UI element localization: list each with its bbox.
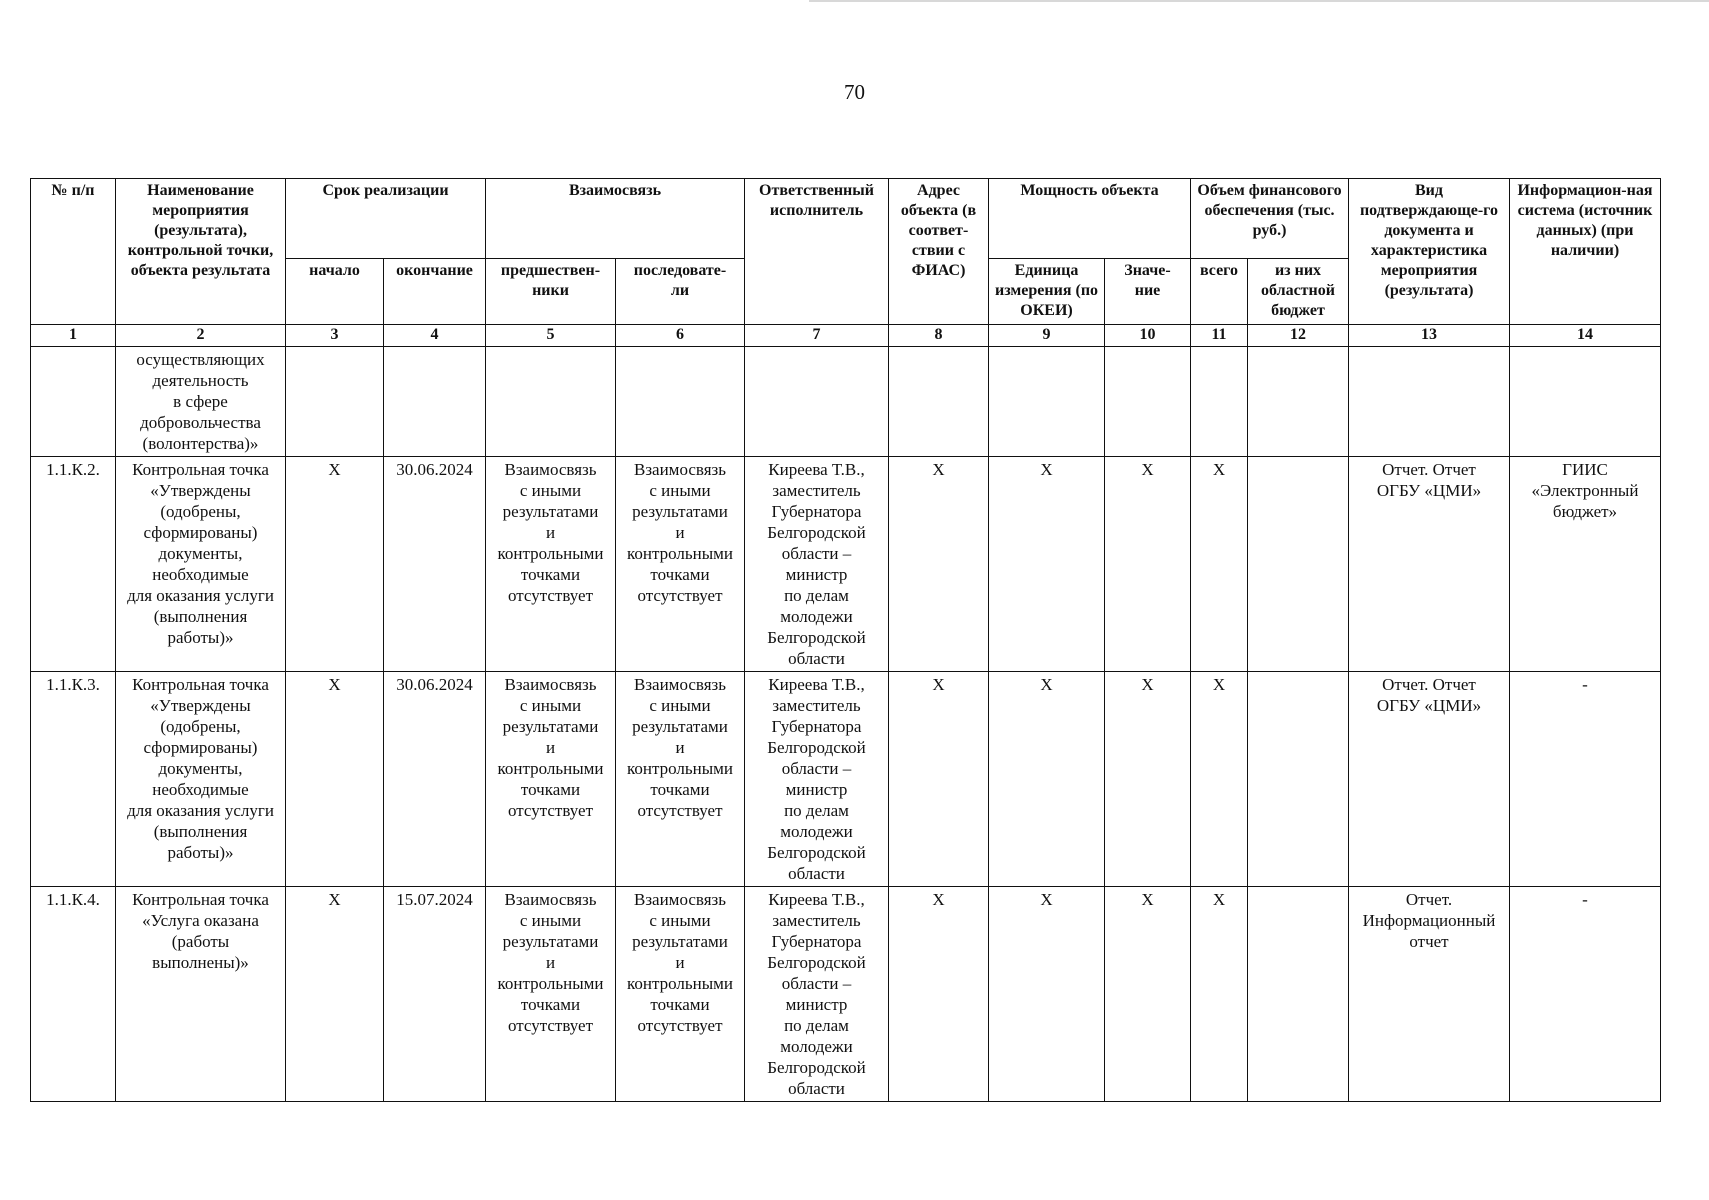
row-next: Взаимосвязь с иными результатами и контрольными точками отсутствует — [616, 457, 745, 672]
row-unit: X — [989, 672, 1105, 887]
column-number: 1 — [31, 325, 116, 347]
header-name: Наименование мероприятия (результата), контрольной точки, объекта результата — [116, 179, 286, 325]
header-relation: Взаимосвязь — [486, 179, 745, 259]
column-number: 11 — [1191, 325, 1248, 347]
column-number: 12 — [1248, 325, 1349, 347]
row-total: X — [1191, 672, 1248, 887]
row-unit — [989, 347, 1105, 457]
row-end: 15.07.2024 — [384, 887, 486, 1102]
row-start: X — [286, 672, 384, 887]
row-address: X — [889, 457, 989, 672]
row-total — [1191, 347, 1248, 457]
row-doc: Отчет. Отчет ОГБУ «ЦМИ» — [1349, 457, 1510, 672]
column-number: 9 — [989, 325, 1105, 347]
row-total: X — [1191, 887, 1248, 1102]
column-number: 7 — [745, 325, 889, 347]
row-doc: Отчет. Отчет ОГБУ «ЦМИ» — [1349, 672, 1510, 887]
plan-table — [30, 178, 1661, 1102]
scan-edge-line — [809, 0, 1709, 2]
row-prev — [486, 347, 616, 457]
header-term-end: окончание — [384, 259, 486, 325]
row-start — [286, 347, 384, 457]
row-name: Контрольная точка «Услуга оказана (работы выполнены)» — [116, 887, 286, 1102]
header-address: Адрес объекта (в соответ-ствии с ФИАС) — [889, 179, 989, 325]
row-responsible: Киреева Т.В., заместитель Губернатора Белгородской области – министр по делам молодежи Белгородской области — [745, 457, 889, 672]
row-regional — [1248, 347, 1349, 457]
row-prev: Взаимосвязь с иными результатами и контрольными точками отсутствует — [486, 672, 616, 887]
header-term-start: начало — [286, 259, 384, 325]
row-start: X — [286, 887, 384, 1102]
row-value: X — [1105, 672, 1191, 887]
header-capacity-unit: Единица измерения (по ОКЕИ) — [989, 259, 1105, 325]
column-number: 2 — [116, 325, 286, 347]
row-next — [616, 347, 745, 457]
row-address: X — [889, 672, 989, 887]
row-end — [384, 347, 486, 457]
row-unit: X — [989, 887, 1105, 1102]
row-num: 1.1.К.2. — [31, 457, 116, 672]
row-system: - — [1510, 672, 1661, 887]
row-num: 1.1.К.4. — [31, 887, 116, 1102]
row-next: Взаимосвязь с иными результатами и контрольными точками отсутствует — [616, 887, 745, 1102]
row-end: 30.06.2024 — [384, 457, 486, 672]
row-end: 30.06.2024 — [384, 672, 486, 887]
row-name: Контрольная точка «Утверждены (одобрены, сформированы) документы, необходимые для оказания услуги (выполнения работы)» — [116, 457, 286, 672]
header-finance: Объем финансового обеспечения (тыс. руб.) — [1191, 179, 1349, 259]
header-relation-next: последовате- ли — [616, 259, 745, 325]
row-regional — [1248, 457, 1349, 672]
column-number: 3 — [286, 325, 384, 347]
header-doc-type: Вид подтверждающе-го документа и характеристика мероприятия (результата) — [1349, 179, 1510, 325]
header-capacity: Мощность объекта — [989, 179, 1191, 259]
column-number: 8 — [889, 325, 989, 347]
row-start: X — [286, 457, 384, 672]
row-system — [1510, 347, 1661, 457]
row-responsible: Киреева Т.В., заместитель Губернатора Белгородской области – министр по делам молодежи Белгородской области — [745, 672, 889, 887]
row-responsible — [745, 347, 889, 457]
row-address — [889, 347, 989, 457]
header-relation-prev: предшествен- ники — [486, 259, 616, 325]
header-capacity-value: Значе- ние — [1105, 259, 1191, 325]
row-system: - — [1510, 887, 1661, 1102]
header-finance-regional: из них областной бюджет — [1248, 259, 1349, 325]
header-finance-total: всего — [1191, 259, 1248, 325]
column-numbers-row — [31, 325, 1661, 347]
row-num: 1.1.К.3. — [31, 672, 116, 887]
row-doc — [1349, 347, 1510, 457]
row-name: Контрольная точка «Утверждены (одобрены, сформированы) документы, необходимые для оказания услуги (выполнения работы)» — [116, 672, 286, 887]
row-doc: Отчет. Информационный отчет — [1349, 887, 1510, 1102]
table-row — [31, 457, 1661, 672]
row-responsible: Киреева Т.В., заместитель Губернатора Белгородской области – министр по делам молодежи Белгородской области — [745, 887, 889, 1102]
row-system: ГИИС «Электронный бюджет» — [1510, 457, 1661, 672]
column-number: 10 — [1105, 325, 1191, 347]
column-number: 5 — [486, 325, 616, 347]
row-prev: Взаимосвязь с иными результатами и контрольными точками отсутствует — [486, 457, 616, 672]
row-value — [1105, 347, 1191, 457]
header-term: Срок реализации — [286, 179, 486, 259]
row-value: X — [1105, 457, 1191, 672]
row-prev: Взаимосвязь с иными результатами и контрольными точками отсутствует — [486, 887, 616, 1102]
table-row — [31, 347, 1661, 457]
row-total: X — [1191, 457, 1248, 672]
column-number: 4 — [384, 325, 486, 347]
row-value: X — [1105, 887, 1191, 1102]
page-number: 70 — [844, 80, 865, 104]
column-number: 14 — [1510, 325, 1661, 347]
row-regional — [1248, 887, 1349, 1102]
row-address: X — [889, 887, 989, 1102]
header-num: № п/п — [31, 179, 116, 325]
row-regional — [1248, 672, 1349, 887]
table-row — [31, 672, 1661, 887]
table-body — [31, 325, 1661, 1102]
header-info-system: Информацион-ная система (источник данных) (при наличии) — [1510, 179, 1661, 325]
header-responsible: Ответственный исполнитель — [745, 179, 889, 325]
row-unit: X — [989, 457, 1105, 672]
table-row — [31, 887, 1661, 1102]
column-number: 13 — [1349, 325, 1510, 347]
column-number: 6 — [616, 325, 745, 347]
row-name: осуществляющих деятельность в сфере добровольчества (волонтерства)» — [116, 347, 286, 457]
row-next: Взаимосвязь с иными результатами и контрольными точками отсутствует — [616, 672, 745, 887]
row-num — [31, 347, 116, 457]
